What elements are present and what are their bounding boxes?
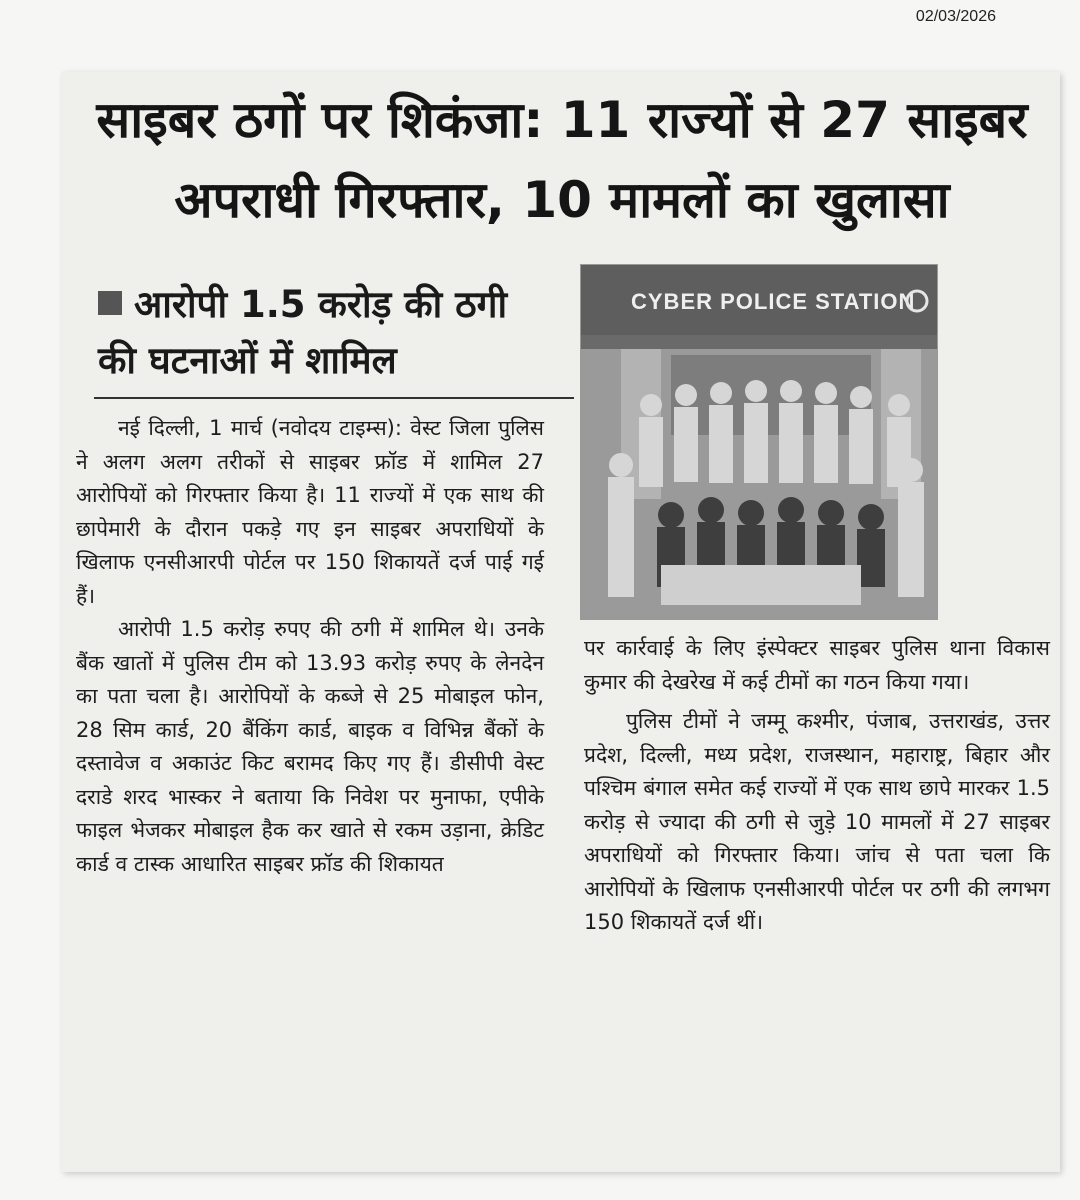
article-paragraph: नई दिल्ली, 1 मार्च (नवोदय टाइम्स): वेस्ट जिला पुलिस ने अलग अलग तरीकों से साइबर फ्रॉड में शामिल 27 आरोपियों को गिरफ्तार किया है। 11 राज्यों में एक साथ की छापेमारी के दौरान पकड़े गए इन साइबर अपराधियों के खिलाफ एनसीआरपी पोर्टल पर 150 शिकायतें दर्ज पाई गई हैं। (76, 416, 544, 608)
article-left-column (76, 412, 544, 881)
scan-date: 02/03/2026 (915, 8, 996, 25)
article-right-column (584, 632, 1050, 940)
subheadline (98, 277, 578, 389)
police-station-sign: CYBER POLICE STATION (631, 289, 916, 314)
police-group-photo (581, 265, 937, 619)
article-paragraph: पर कार्रवाई के लिए इंस्पेक्टर साइबर पुलिस थाना विकास कुमार की देखरेख में कई टीमों का गठन किया गया। (584, 636, 1050, 694)
news-photo (580, 264, 938, 620)
subheadline-line-1 (98, 277, 578, 333)
building-ledge (581, 335, 937, 349)
seized-items-table (661, 565, 861, 605)
headline-line-1: साइबर ठगों पर शिकंजा: 11 राज्यों से 27 साइबर (96, 91, 1028, 149)
subheadline-divider (94, 397, 574, 399)
newspaper-clipping (62, 72, 1060, 1172)
subheadline-line-2: की घटनाओं में शामिल (98, 339, 397, 382)
square-bullet-icon (98, 291, 122, 315)
building-entrance (671, 355, 871, 435)
headline-line-2: अपराधी गिरफ्तार, 10 मामलों का खुलासा (174, 171, 950, 229)
article-paragraph: आरोपी 1.5 करोड़ रुपए की ठगी में शामिल थे। उनके बैंक खातों में पुलिस टीम को 13.93 करोड़ रुपए के लेनदेन का पता चला है। आरोपियों के कब्जे से 25 मोबाइल फोन, 28 सिम कार्ड, 20 बैंकिंग कार्ड, बाइक व विभिन्न बैंकों के दस्तावेज व अकाउंट किट बरामद किए गए हैं। डीसीपी वेस्ट दराडे शरद भास्कर ने बताया कि निवेश पर मुनाफा, एपीके फाइल भेजकर मोबाइल हैक कर खाते से रकम उड़ाना, क्रेडिट कार्ड व टास्क आधारित साइबर फ्रॉड की शिकायत (76, 617, 544, 876)
article-paragraph: पुलिस टीमों ने जम्मू कश्मीर, पंजाब, उत्तराखंड, उत्तर प्रदेश, दिल्ली, मध्य प्रदेश, राजस्थान, महाराष्ट्र, बिहार और पश्चिम बंगाल समेत कई राज्यों में एक साथ छापे मारकर 1.5 करोड़ से ज्यादा की ठगी से जुड़े 10 मामलों में 27 साइबर अपराधियों को गिरफ्तार किया। जांच से पता चला कि आरोपियों के खिलाफ एनसीआरपी पोर्टल पर ठगी की लगभग 150 शिकायतें दर्ज थीं। (584, 709, 1050, 934)
headline (82, 80, 1042, 240)
subheadline-line-1-text: आरोपी 1.5 करोड़ की ठगी (134, 283, 508, 326)
